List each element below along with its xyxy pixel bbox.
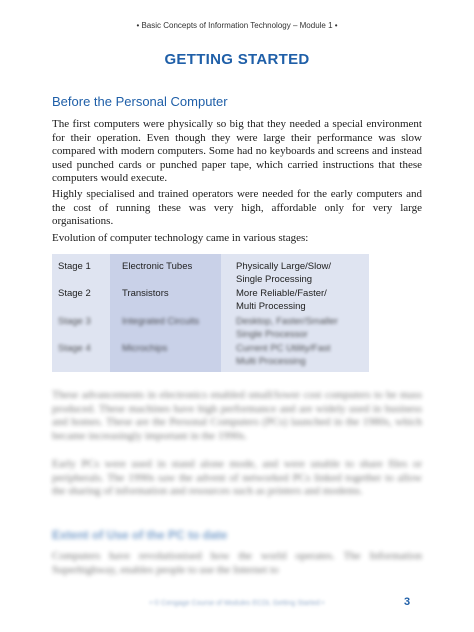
stage-cell: Stage 4 bbox=[58, 343, 91, 354]
stage-cell: Stage 1 bbox=[58, 261, 91, 272]
technology-cell: Transistors bbox=[122, 288, 169, 299]
running-header: • Basic Concepts of Information Technology – Module 1 • bbox=[136, 21, 338, 30]
page-title: GETTING STARTED bbox=[164, 51, 310, 68]
description-cell: More Reliable/Faster/ Multi Processing bbox=[236, 288, 327, 312]
description-cell: Current PC Utility/Fast Multi Processing bbox=[236, 343, 331, 367]
section-heading-extent-of-use: Extent of Use of the PC to date bbox=[52, 528, 228, 542]
stage-cell: Stage 3 bbox=[58, 316, 91, 327]
paragraph-operators: Highly specialised and trained operators were needed for the early computers and the cost of running these was very high, affordable only for very large organisations. bbox=[52, 188, 422, 227]
technology-cell: Integrated Circuits bbox=[122, 316, 200, 327]
technology-cell: Microchips bbox=[122, 343, 168, 354]
paragraph-advancements: These advancements in electronics enabled small/lower cost computers to be mass produced. These machines have high performance and are widely used in business and homes. These are the Personal Computers (PCs) launched in the 1980s, which became increasingly important in the 1990s. bbox=[52, 389, 422, 442]
page-number: 3 bbox=[404, 596, 411, 608]
description-cell: Desktop, Faster/Smaller Single Processor bbox=[236, 316, 338, 340]
stages-table bbox=[52, 254, 369, 372]
description-cell: Physically Large/Slow/ Single Processing bbox=[236, 261, 332, 285]
technology-cell: Electronic Tubes bbox=[122, 261, 193, 272]
section-heading-before-pc: Before the Personal Computer bbox=[52, 94, 228, 109]
stage-cell: Stage 2 bbox=[58, 288, 91, 299]
running-footer: • © Cengage Course of Modules ECDL Getting Started • bbox=[149, 600, 325, 607]
paragraph-evolution-intro: Evolution of computer technology came in various stages: bbox=[52, 232, 309, 244]
paragraph-revolutionised: Computers have revolutionised how the world operates. The Information Superhighway, enables people to use the Internet to bbox=[52, 550, 422, 576]
paragraph-early-pcs: Early PCs were used in stand alone mode, and were unable to share files or peripherals. The 1990s saw the advent of networked PCs linked together to allow the sharing of information and resources such as printers and modems. bbox=[52, 458, 422, 497]
paragraph-first-computers: The first computers were physically so big that they needed a special environment for their operation. Even though they were large their performance was slow compared with modern computers. Some had no keyboards and screens and instead used punched cards or punched paper tape, which carried instructions that these computers would execute. bbox=[52, 118, 422, 184]
